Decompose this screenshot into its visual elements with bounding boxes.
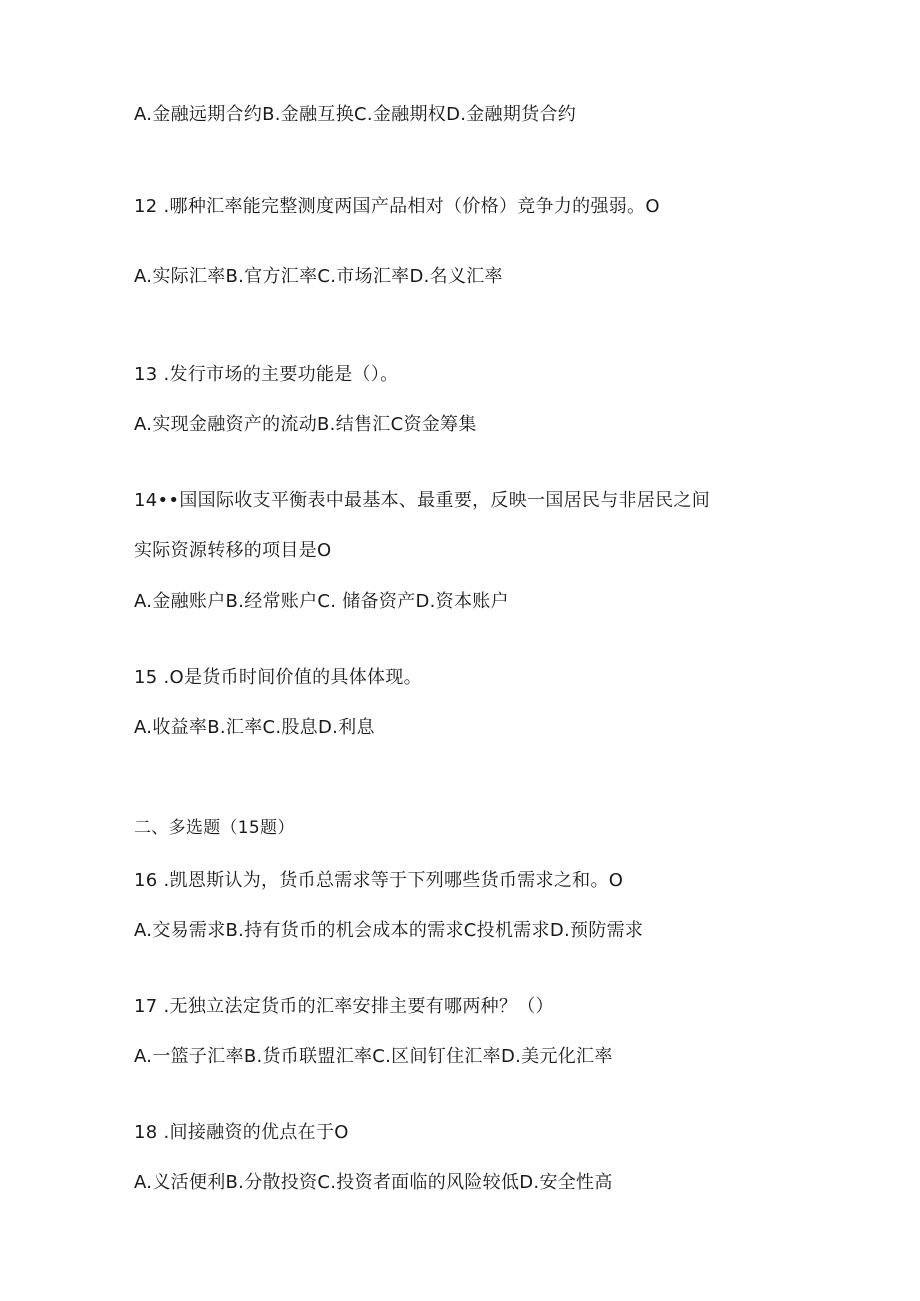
section-heading-multiple-choice: 二、多选题（15题） (134, 818, 295, 838)
q15-options: A.收益率B.汇率C.股息D.利息 (134, 717, 375, 738)
q16-options: A.交易需求B.持有货币的机会成本的需求C投机需求D.预防需求 (134, 920, 644, 941)
q17-question: 17 .无独立法定货币的汇率安排主要有哪两种？（） (134, 996, 554, 1017)
q12-options: A.实际汇率B.官方汇率C.市场汇率D.名义汇率 (134, 266, 503, 287)
q16-question: 16 .凯恩斯认为，货币总需求等于下列哪些货币需求之和。O (134, 870, 624, 891)
q13-options: A.实现金融资产的流动B.结售汇C资金筹集 (134, 414, 477, 435)
q18-question: 18 .间接融资的优点在于O (134, 1122, 349, 1143)
q11-options: A.金融远期合约B.金融互换C.金融期权D.金融期货合约 (134, 104, 577, 125)
q18-options: A.义活便利B.分散投资C.投资者面临的风险较低D.安全性高 (134, 1172, 613, 1193)
q15-question: 15 .O是货币时间价值的具体体现。 (134, 667, 422, 688)
q14-question-continued: 实际资源转移的项目是O (134, 540, 332, 561)
q17-options: A.一篮子汇率B.货币联盟汇率C.区间钉住汇率D.美元化汇率 (134, 1046, 613, 1067)
q12-question: 12 .哪种汇率能完整测度两国产品相对（价格）竞争力的强弱。O (134, 196, 660, 217)
q14-options: A.金融账户B.经常账户C. 储备资产D.资本账户 (134, 591, 509, 612)
q13-question: 13 .发行市场的主要功能是（）。 (134, 364, 399, 385)
q14-question: 14••国国际收支平衡表中最基本、最重要，反映一国居民与非居民之间 (134, 490, 711, 511)
